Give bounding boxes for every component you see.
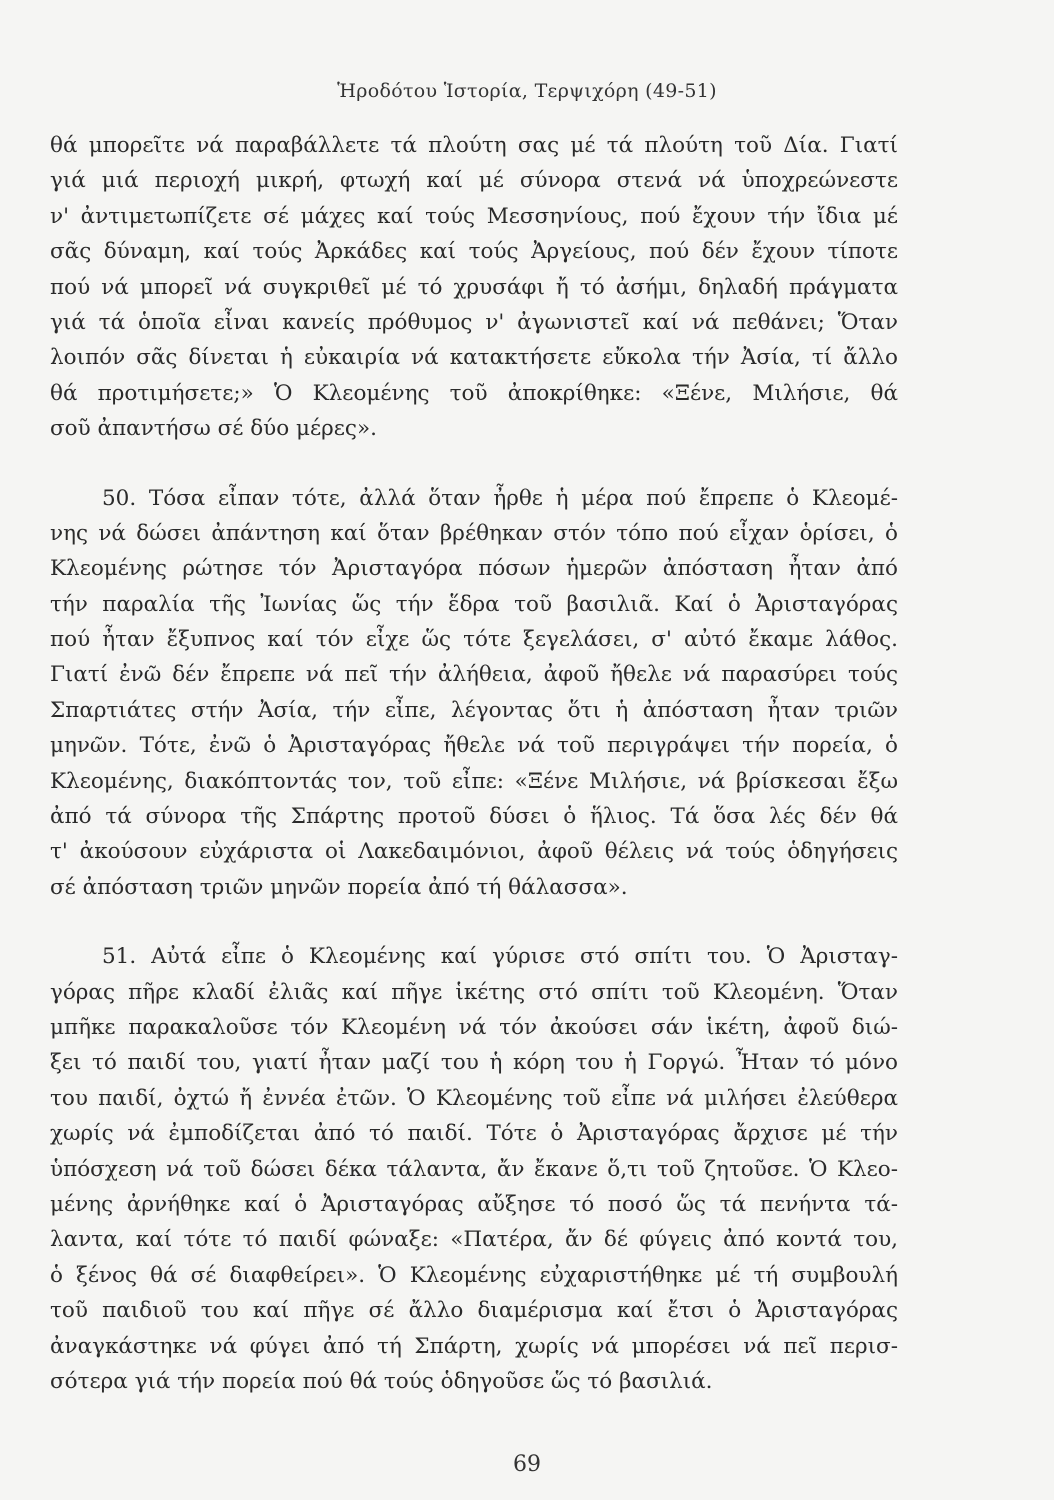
text-line: σοῦ ἀπαντήσω σέ δύο μέρες». — [50, 416, 377, 442]
text-line: μηνῶν. Τότε, ἐνῶ ὁ Ἀρισταγόρας ἤθελε νά τοῦ περιγράψει τήν πορεία, ὁ — [50, 733, 898, 759]
text-line: λαντα, καί τότε τό παιδί φώναξε: «Πατέρα, ἄν δέ φύγεις ἀπό κοντά του, — [50, 1227, 898, 1253]
text-line: ν' ἀντιμετωπίζετε σέ μάχες καί τούς Μεσσηνίους, πού ἔχουν τήν ἴδια μέ — [50, 203, 898, 229]
text-line: Κλεομένης, διακόπτοντάς τον, τοῦ εἶπε: «Ξένε Μιλήσιε, νά βρίσκεσαι ἔξω — [50, 768, 898, 794]
text-line: μένης ἀρνήθηκε καί ὁ Ἀρισταγόρας αὔξησε τό ποσό ὥς τά πενήντα τά- — [50, 1191, 898, 1217]
text-line: τοῦ παιδιοῦ του καί πῆγε σέ ἄλλο διαμέρισμα καί ἔτσι ὁ Ἀρισταγόρας — [50, 1298, 898, 1324]
text-line: σέ ἀπόσταση τριῶν μηνῶν πορεία ἀπό τή θάλασσα». — [50, 874, 628, 900]
text-line: λοιπόν σᾶς δίνεται ἡ εὐκαιρία νά κατακτήσετε εὔκολα τήν Ἀσία, τί ἄλλο — [50, 345, 898, 371]
text-line: Σπαρτιάτες στήν Ἀσία, τήν εἶπε, λέγοντας ὅτι ἡ ἀπόσταση ἦταν τριῶν — [50, 697, 898, 723]
text-line: ἀναγκάστηκε νά φύγει ἀπό τή Σπάρτη, χωρίς νά μπορέσει νά πεῖ περισ- — [50, 1333, 898, 1359]
text-line: 50. Τόσα εἶπαν τότε, ἀλλά ὅταν ἦρθε ἡ μέρα πού ἔπρεπε ὁ Κλεομέ- — [102, 485, 898, 511]
text-line: του παιδί, ὀχτώ ἤ ἐννέα ἐτῶν. Ὁ Κλεομένης τοῦ εἶπε νά μιλήσει ἐλεύθερα — [50, 1085, 898, 1111]
text-line: γιά μιά περιοχή μικρή, φτωχή καί μέ σύνορα στενά νά ὑποχρεώνεστε — [50, 168, 898, 194]
page-number: 69 — [513, 1452, 541, 1477]
text-line: γιά τά ὁποῖα εἶναι κανείς πρόθυμος ν' ἀγωνιστεῖ καί νά πεθάνει; Ὅταν — [50, 309, 898, 335]
text-line: θά μπορεῖτε νά παραβάλλετε τά πλούτη σας μέ τά πλούτη τοῦ Δία. Γιατί — [50, 133, 898, 158]
text-line: τήν παραλία τῆς Ἰωνίας ὥς τήν ἕδρα τοῦ βασιλιᾶ. Καί ὁ Ἀρισταγόρας — [50, 591, 898, 617]
text-line: ὑπόσχεση νά τοῦ δώσει δέκα τάλαντα, ἄν ἔκανε ὅ,τι τοῦ ζητοῦσε. Ὁ Κλεο- — [50, 1156, 898, 1182]
text-line: σᾶς δύναμη, καί τούς Ἀρκάδες καί τούς Ἀργείους, πού δέν ἔχουν τίποτε — [50, 239, 898, 265]
paragraph-50 — [50, 481, 898, 906]
text-line: χωρίς νά ἐμποδίζεται ἀπό τό παιδί. Τότε ὁ Ἀρισταγόρας ἄρχισε μέ τήν — [50, 1121, 898, 1147]
paragraph-gap — [50, 905, 898, 939]
text-line: 51. Αὐτά εἶπε ὁ Κλεομένης καί γύρισε στό σπίτι του. Ὁ Ἀρισταγ- — [102, 944, 898, 970]
text-line: ἀπό τά σύνορα τῆς Σπάρτης προτοῦ δύσει ὁ ἥλιος. Τά ὅσα λές δέν θά — [50, 804, 898, 830]
text-line: Κλεομένης ρώτησε τόν Ἀρισταγόρα πόσων ἡμερῶν ἀπόσταση ἦταν ἀπό — [50, 556, 898, 582]
text-line: ξει τό παιδί του, γιατί ἦταν μαζί του ἡ κόρη του ἡ Γοργώ. Ἦταν τό μόνο — [50, 1050, 898, 1076]
text-line: θά προτιμήσετε;» Ὁ Κλεομένης τοῦ ἀποκρίθηκε: «Ξένε, Μιλήσιε, θά — [50, 380, 898, 406]
paragraph-49-end — [50, 128, 898, 447]
text-line: ὁ ξένος θά σέ διαφθείρει». Ὁ Κλεομένης εὐχαριστήθηκε μέ τή συμβουλή — [50, 1262, 898, 1288]
text-line: νης νά δώσει ἀπάντηση καί ὅταν βρέθηκαν στόν τόπο πού εἶχαν ὁρίσει, ὁ — [50, 520, 898, 546]
text-line: μπῆκε παρακαλοῦσε τόν Κλεομένη νά τόν ἀκούσει σάν ἱκέτη, ἀφοῦ διώ- — [50, 1014, 898, 1040]
text-line: πού ἦταν ἔξυπνος καί τόν εἶχε ὥς τότε ξεγελάσει, σ' αὐτό ἔκαμε λάθος. — [50, 627, 898, 653]
paragraph-gap — [50, 447, 898, 481]
text-line: Γιατί ἐνῶ δέν ἔπρεπε νά πεῖ τήν ἀλήθεια, ἀφοῦ ἤθελε νά παρασύρει τούς — [50, 662, 898, 688]
text-line: σότερα γιά τήν πορεία πού θά τούς ὁδηγοῦσε ὥς τό βασιλιά. — [50, 1368, 713, 1394]
body-text — [50, 128, 898, 1399]
text-line: τ' ἀκούσουν εὐχάριστα οἱ Λακεδαιμόνιοι, ἀφοῦ θέλεις νά τούς ὁδηγήσεις — [50, 839, 898, 865]
running-title: Ἡροδότου Ἱστορία, Τερψιχόρη (49-51) — [337, 80, 717, 102]
text-line: πού νά μπορεῖ νά συγκριθεῖ μέ τό χρυσάφι ἤ τό ἀσήμι, δηλαδή πράγματα — [50, 274, 898, 300]
paragraph-51 — [50, 939, 898, 1399]
text-line: γόρας πῆρε κλαδί ἐλιᾶς καί πῆγε ἱκέτης στό σπίτι τοῦ Κλεομένη. Ὅταν — [50, 979, 898, 1005]
